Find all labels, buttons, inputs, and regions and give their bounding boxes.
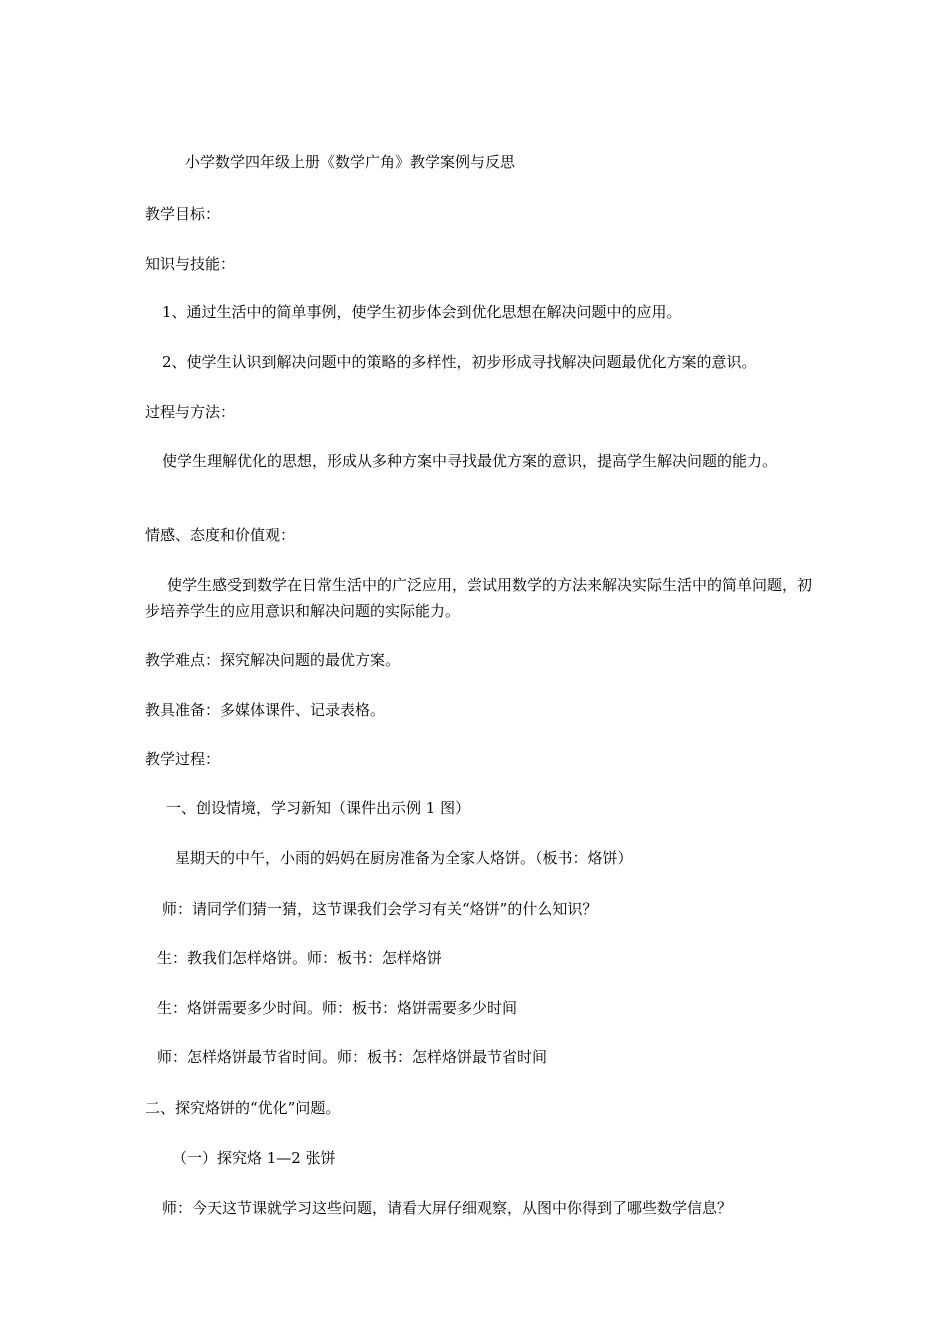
process-paragraph: 使学生理解优化的思想，形成从多种方案中寻找最优方案的意识，提高学生解决问题的能力。 [162,452,778,470]
dialog-line-3: 生：烙饼需要多少时间。师：板书：烙饼需要多少时间 [157,999,518,1017]
document-title: 小学数学四年级上册《数学广角》教学案例与反思 [185,153,516,171]
scene-line: 星期天的中午，小雨的妈妈在厨房准备为全家人烙饼。（板书：烙饼） [175,849,633,867]
subsection-1-heading: （一）探究烙 1—2 张饼 [172,1149,336,1167]
dialog-line-2: 生：教我们怎样烙饼。师：板书：怎样烙饼 [157,949,443,967]
section-1-heading: 一、创设情境，学习新知（课件出示例 1 图） [166,799,471,817]
dialog-line-1: 师：请同学们猜一猜，这节课我们会学习有关“烙饼”的什么知识？ [162,900,598,918]
process-heading: 过程与方法： [145,403,236,421]
section-2-heading: 二、探究烙饼的“优化”问题。 [145,1099,341,1117]
knowledge-heading: 知识与技能： [145,255,236,273]
knowledge-item-2: 2、使学生认识到解决问题中的策略的多样性，初步形成寻找解决问题最优化方案的意识。 [162,353,757,371]
emotion-heading: 情感、态度和价值观： [145,526,296,544]
dialog-line-5: 师：今天这节课就学习这些问题，请看大屏仔细观察，从图中你得到了哪些数学信息？ [162,1199,733,1217]
goals-heading: 教学目标： [145,205,221,223]
difficulty-line: 教学难点：探究解决问题的最优方案。 [145,651,401,669]
procedure-heading: 教学过程： [145,750,221,768]
materials-line: 教具准备：多媒体课件、记录表格。 [145,701,386,719]
dialog-line-4: 师：怎样烙饼最节省时间。师：板书：怎样烙饼最节省时间 [157,1048,548,1066]
knowledge-item-1: 1、通过生活中的简单事例，使学生初步体会到优化思想在解决问题中的应用。 [162,303,682,321]
emotion-paragraph: 使学生感受到数学在日常生活中的广泛应用，尝试用数学的方法来解决实际生活中的简单问题，初步培养学生的应用意识和解决问题的实际能力。 [145,576,813,620]
